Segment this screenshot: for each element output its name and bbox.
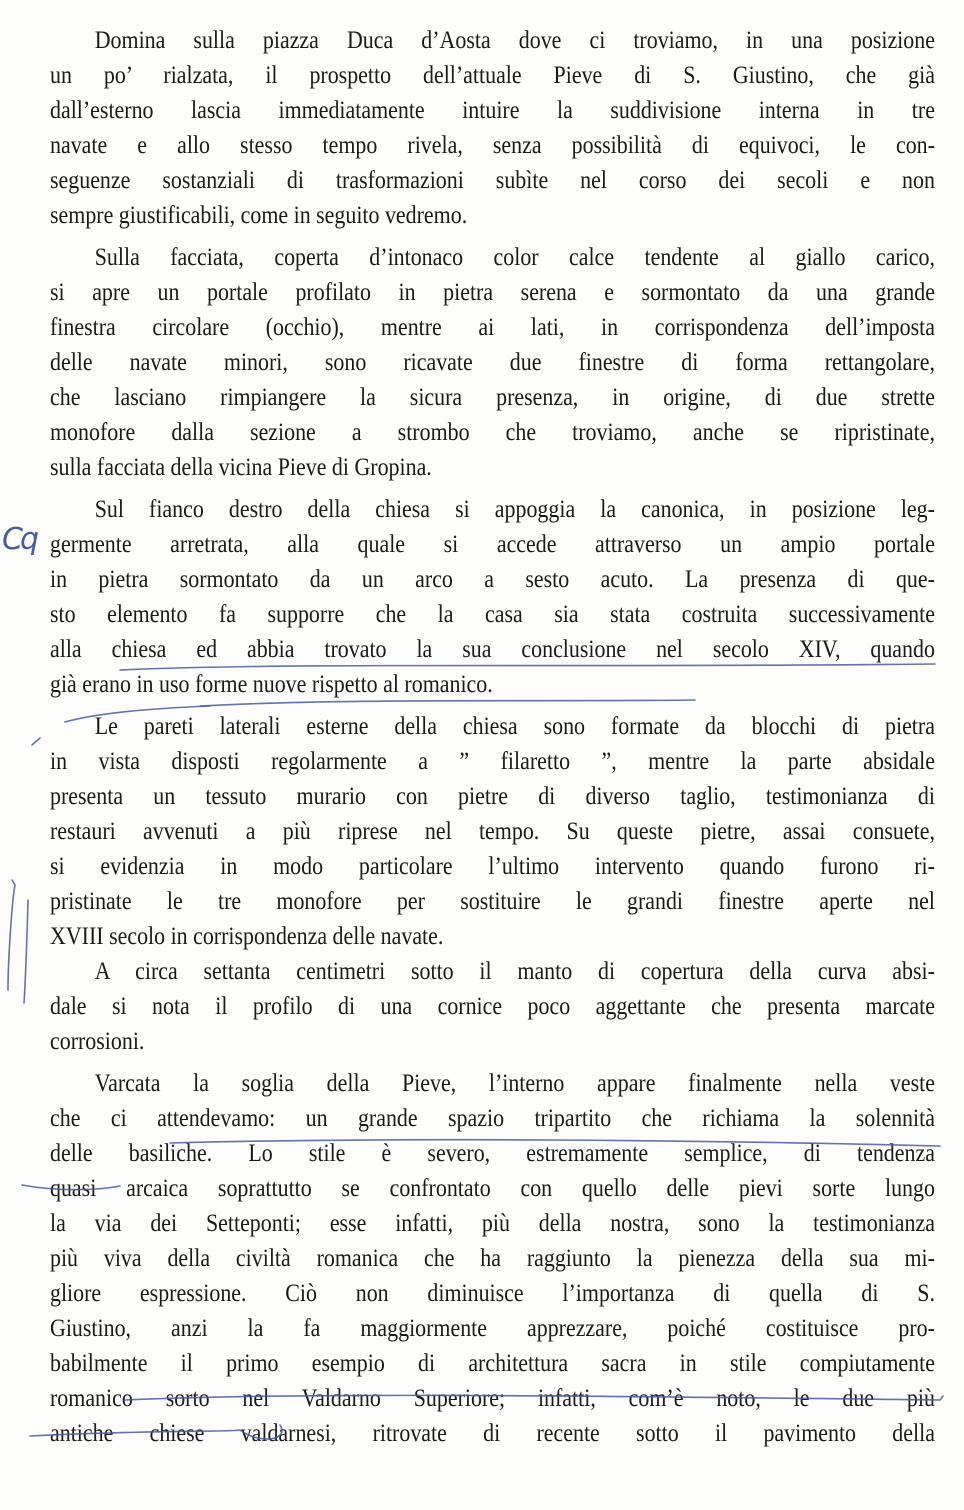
text-line: in vista disposti regolarmente a ” filaretto ”, mentre la parte absidale: [50, 746, 935, 775]
text-line: che lasciano rimpiangere la sicura presenza, in origine, di due strette: [50, 382, 935, 411]
text-line: Sulla facciata, coperta d’intonaco color calce tendente al giallo carico,: [94, 242, 935, 271]
text-line: gliore espressione. Ciò non diminuisce l’importanza di quella di S.: [50, 1278, 935, 1307]
paragraph-1: [50, 22, 935, 232]
text-line: sulla facciata della vicina Pieve di Gropina.: [50, 452, 432, 481]
document-page: [50, 22, 935, 1450]
paragraph-2: [50, 239, 935, 484]
text-line: monofore dalla sezione a strombo che troviamo, anche se ripristinate,: [50, 417, 935, 446]
text-line: presenta un tessuto murario con pietre di diverso taglio, testimonianza di: [50, 781, 935, 810]
paragraph-5: [50, 953, 935, 1058]
text-line: sto elemento fa supporre che la casa sia stata costruita successivamente: [50, 599, 935, 628]
text-line: in pietra sormontato da un arco a sesto acuto. La presenza di que-: [50, 564, 935, 593]
text-line: delle basiliche. Lo stile è severo, estremamente semplice, di tendenza: [50, 1138, 935, 1167]
margin-bracket: [8, 880, 15, 990]
handwritten-margin-note: Cq: [2, 522, 36, 557]
paragraph-4: [50, 708, 935, 953]
text-line: quasi arcaica soprattutto se confrontato con quello delle pievi sorte lungo: [50, 1173, 935, 1202]
text-line: XVIII secolo in corrispondenza delle navate.: [50, 921, 444, 950]
text-line: navate e allo stesso tempo rivela, senza possibilità di equivoci, le con-: [50, 130, 935, 159]
text-line: si evidenzia in modo particolare l’ultimo intervento quando furono ri-: [50, 851, 935, 880]
text-line: delle navate minori, sono ricavate due finestre di forma rettangolare,: [50, 347, 935, 376]
text-line: antiche chiese valdarnesi, ritrovate di recente sotto il pavimento della: [50, 1418, 935, 1447]
text-line: corrosioni.: [50, 1026, 145, 1055]
margin-tick: [32, 738, 40, 745]
text-line: Le pareti laterali esterne della chiesa sono formate da blocchi di pietra: [94, 711, 935, 740]
text-line: la via dei Setteponti; esse infatti, più della nostra, sono la testimonianza: [50, 1208, 935, 1237]
text-line: alla chiesa ed abbia trovato la sua conclusione nel secolo XIV, quando: [50, 634, 935, 663]
text-line: già erano in uso forme nuove rispetto al romanico.: [50, 669, 493, 698]
text-line: Giustino, anzi la fa maggiormente apprezzare, poiché costituisce pro-: [50, 1313, 935, 1342]
text-line: che ci attendevamo: un grande spazio tripartito che richiama la solennità: [50, 1103, 935, 1132]
margin-bracket: [24, 900, 28, 1003]
text-line: un po’ rialzata, il prospetto dell’attuale Pieve di S. Giustino, che già: [50, 60, 935, 89]
text-line: si apre un portale profilato in pietra serena e sormontato da una grande: [50, 277, 935, 306]
text-line: Varcata la soglia della Pieve, l’interno appare finalmente nella veste: [94, 1068, 935, 1097]
text-line: finestra circolare (occhio), mentre ai lati, in corrispondenza dell’imposta: [50, 312, 935, 341]
text-line: sempre giustificabili, come in seguito vedremo.: [50, 200, 468, 229]
text-line: pristinate le tre monofore per sostituire le grandi finestre aperte nel: [50, 886, 935, 915]
paragraph-6: [50, 1065, 935, 1450]
text-line: babilmente il primo esempio di architettura sacra in stile compiutamente: [50, 1348, 935, 1377]
text-line: A circa settanta centimetri sotto il manto di copertura della curva absi-: [94, 956, 935, 985]
text-line: Sul fianco destro della chiesa si appoggia la canonica, in posizione leg-: [94, 494, 935, 523]
text-line: dall’esterno lascia immediatamente intuire la suddivisione interna in tre: [50, 95, 935, 124]
text-line: restauri avvenuti a più riprese nel tempo. Su queste pietre, assai consuete,: [50, 816, 935, 845]
text-line: romanico sorto nel Valdarno Superiore; infatti, com’è noto, le due più: [50, 1383, 935, 1412]
text-line: più viva della civiltà romanica che ha raggiunto la pienezza della sua mi-: [50, 1243, 935, 1272]
paragraph-3: [50, 491, 935, 701]
text-line: Domina sulla piazza Duca d’Aosta dove ci troviamo, in una posizione: [94, 25, 935, 54]
text-line: dale si nota il profilo di una cornice poco aggettante che presenta marcate: [50, 991, 935, 1020]
text-line: seguenze sostanziali di trasformazioni subìte nel corso dei secoli e non: [50, 165, 935, 194]
text-line: germente arretrata, alla quale si accede attraverso un ampio portale: [50, 529, 935, 558]
